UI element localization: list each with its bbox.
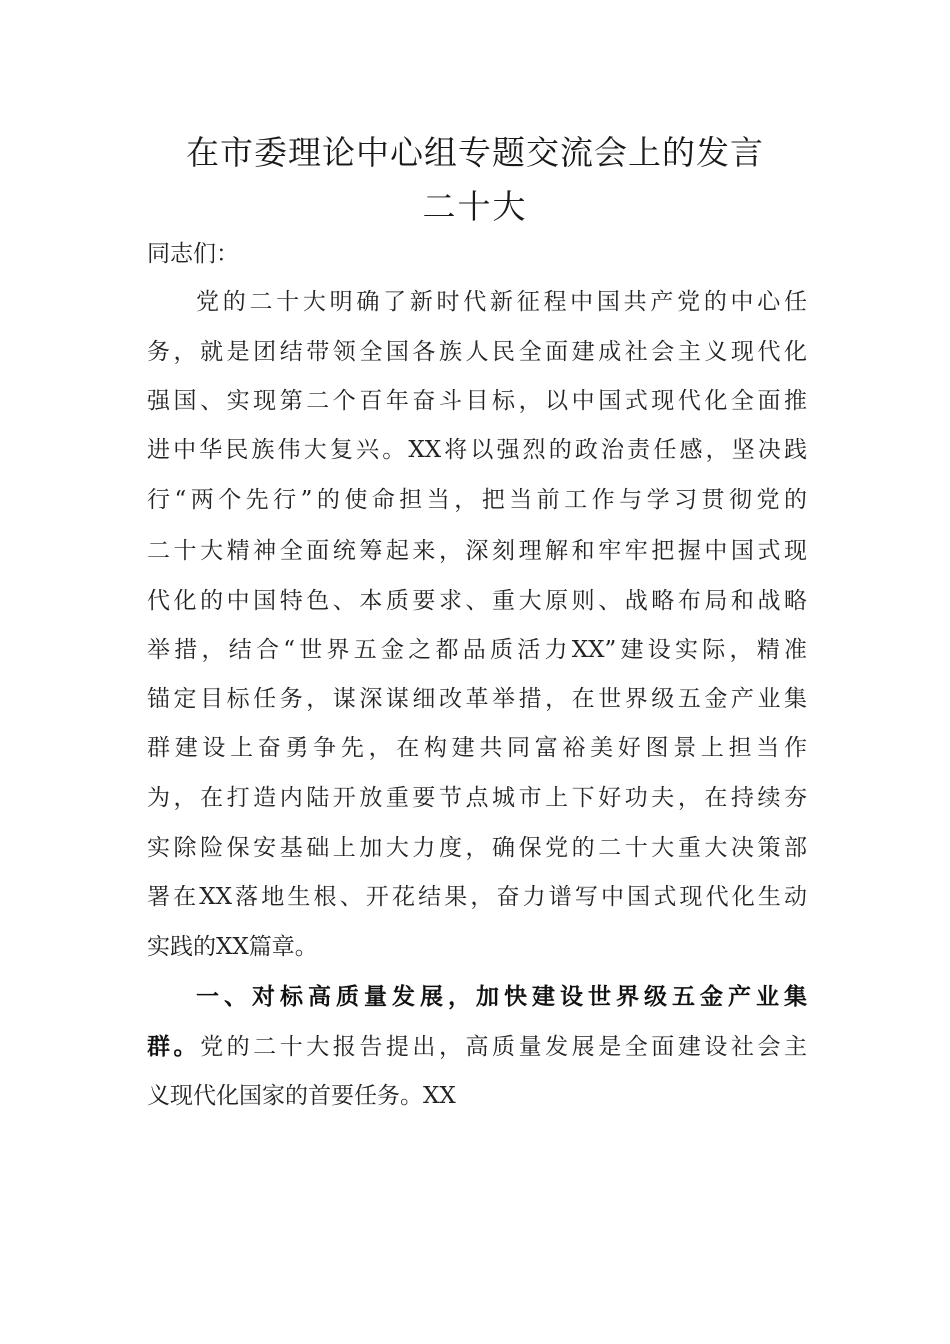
paragraph-line: 署在XX落地生根、开花结果，奋力谱写中国式现代化生动 [147, 884, 807, 910]
section-line: 义现代化国家的首要任务。XX [147, 1083, 456, 1109]
section-line [147, 1036, 807, 1059]
section-heading: 一、对标高质量发展，加快建设世界级五金产业集 [196, 984, 807, 1010]
paragraph-line: 进中华民族伟大复兴。XX将以强烈的政治责任感，坚决践 [147, 437, 807, 463]
paragraph-line: 实践的XX篇章。 [147, 934, 318, 960]
paragraph-line: 为，在打造内陆开放重要节点城市上下好功夫，在持续夯 [147, 785, 807, 811]
paragraph-line: 行“两个先行”的使命担当，把当前工作与学习贯彻党的 [147, 487, 807, 513]
paragraph-line: 务，就是团结带领全国各族人民全面建成社会主义现代化 [147, 339, 807, 365]
section-text: 党的二十大报告提出，高质量发展是全面建设社会主 [200, 1034, 808, 1060]
salutation: 同志们： [147, 241, 239, 267]
paragraph-line: 二十大精神全面统筹起来，深刻理解和牢牢把握中国式现 [147, 538, 807, 564]
paragraph-line: 代化的中国特色、本质要求、重大原则、战略布局和战略 [147, 588, 807, 614]
section-heading-tail: 群。 [147, 1034, 201, 1060]
paragraph-line: 强国、实现第二个百年奋斗目标，以中国式现代化全面推 [147, 388, 807, 414]
paragraph-line: 群建设上奋勇争先，在构建共同富裕美好图景上担当作 [147, 735, 807, 761]
document-subtitle: 二十大 [422, 187, 528, 226]
paragraph-line: 党的二十大明确了新时代新征程中国共产党的中心任 [196, 289, 807, 315]
paragraph-line: 举措，结合“世界五金之都品质活力XX”建设实际，精准 [147, 637, 807, 663]
paragraph-line: 锚定目标任务，谋深谋细改革举措，在世界级五金产业集 [147, 686, 807, 712]
document-title: 在市委理论中心组专题交流会上的发言 [186, 133, 764, 172]
paragraph-line: 实除险保安基础上加大力度，确保党的二十大重大决策部 [147, 835, 807, 861]
